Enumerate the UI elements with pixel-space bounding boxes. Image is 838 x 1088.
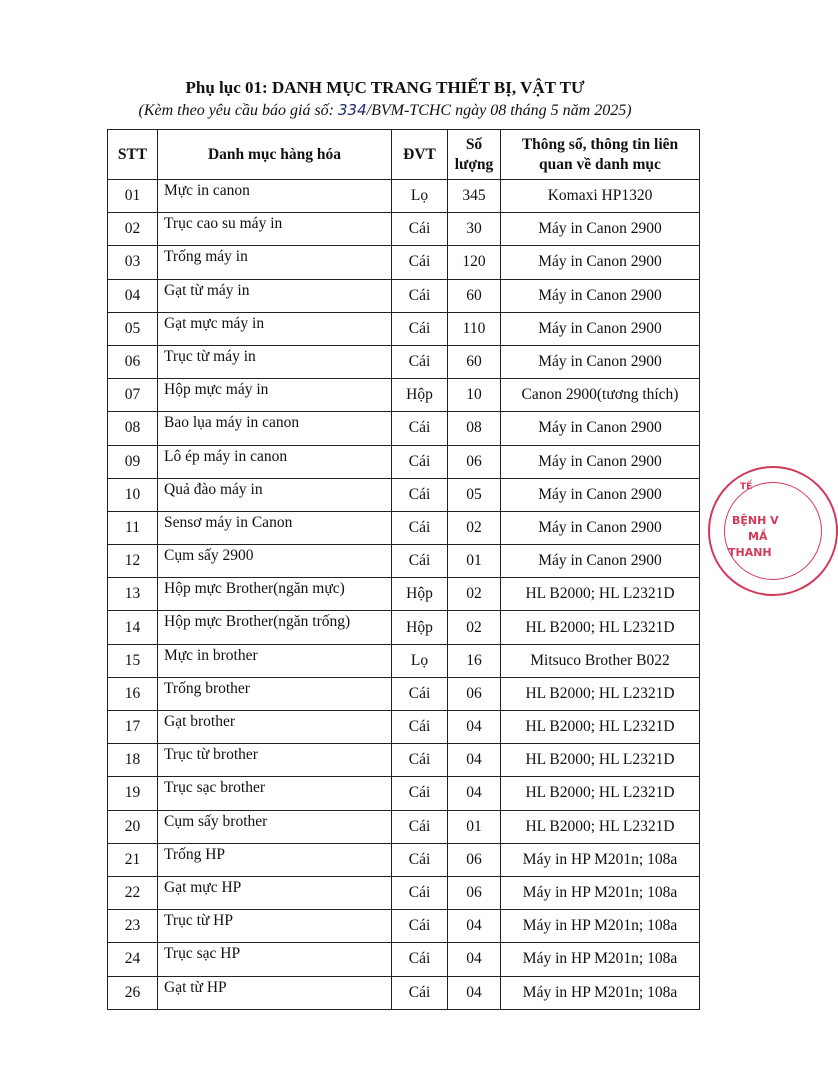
cell-unit: Cái xyxy=(392,412,448,445)
cell-name: Trục từ máy in xyxy=(158,345,392,378)
header-qty xyxy=(448,130,501,180)
cell-qty: 04 xyxy=(448,744,501,777)
table-row xyxy=(108,545,700,578)
cell-stt: 24 xyxy=(108,943,158,976)
cell-unit: Cái xyxy=(392,843,448,876)
cell-stt: 15 xyxy=(108,644,158,677)
cell-name: Trống HP xyxy=(158,843,392,876)
cell-qty: 06 xyxy=(448,445,501,478)
seal-line-1: BỆNH V xyxy=(732,514,779,527)
cell-qty: 120 xyxy=(448,246,501,279)
table-row xyxy=(108,976,700,1009)
header-qty-line1: Số xyxy=(465,135,483,153)
cell-qty: 30 xyxy=(448,213,501,246)
subtitle-suffix: /BVM-TCHC ngày 08 tháng 5 năm 2025) xyxy=(366,102,632,119)
cell-qty: 04 xyxy=(448,711,501,744)
table-row xyxy=(108,345,700,378)
cell-stt: 10 xyxy=(108,478,158,511)
cell-stt: 23 xyxy=(108,910,158,943)
cell-unit: Cái xyxy=(392,345,448,378)
table-row xyxy=(108,910,700,943)
cell-qty: 04 xyxy=(448,777,501,810)
cell-name: Trục sạc brother xyxy=(158,777,392,810)
cell-name: Trục từ brother xyxy=(158,744,392,777)
cell-stt: 16 xyxy=(108,677,158,710)
header-unit: ĐVT xyxy=(392,130,448,180)
cell-stt: 05 xyxy=(108,312,158,345)
cell-stt: 04 xyxy=(108,279,158,312)
cell-qty: 04 xyxy=(448,910,501,943)
cell-stt: 22 xyxy=(108,876,158,909)
table-row xyxy=(108,379,700,412)
cell-unit: Cái xyxy=(392,943,448,976)
cell-qty: 01 xyxy=(448,545,501,578)
cell-name: Hộp mực Brother(ngăn mực) xyxy=(158,578,392,611)
table-row xyxy=(108,876,700,909)
cell-name: Cụm sấy 2900 xyxy=(158,545,392,578)
cell-unit: Cái xyxy=(392,511,448,544)
cell-unit: Cái xyxy=(392,545,448,578)
cell-unit: Lọ xyxy=(392,180,448,213)
cell-spec: Komaxi HP1320 xyxy=(501,180,700,213)
cell-unit: Cái xyxy=(392,976,448,1009)
table-row xyxy=(108,213,700,246)
table-header-row xyxy=(108,130,700,180)
cell-stt: 02 xyxy=(108,213,158,246)
cell-qty: 08 xyxy=(448,412,501,445)
cell-name: Bao lụa máy in canon xyxy=(158,412,392,445)
cell-spec: Máy in HP M201n; 108a xyxy=(501,910,700,943)
table-row xyxy=(108,511,700,544)
cell-spec: Máy in HP M201n; 108a xyxy=(501,876,700,909)
table-row xyxy=(108,578,700,611)
table-row xyxy=(108,777,700,810)
cell-unit: Cái xyxy=(392,876,448,909)
cell-qty: 06 xyxy=(448,843,501,876)
seal-inner-ring xyxy=(724,482,822,580)
document-title: Phụ lục 01: DANH MỤC TRANG THIẾT BỊ, VẬT TƯ xyxy=(185,78,585,97)
cell-stt: 20 xyxy=(108,810,158,843)
cell-qty: 02 xyxy=(448,511,501,544)
table-row xyxy=(108,312,700,345)
table-row xyxy=(108,943,700,976)
cell-stt: 21 xyxy=(108,843,158,876)
cell-spec: Máy in Canon 2900 xyxy=(501,213,700,246)
cell-spec: Canon 2900(tương thích) xyxy=(501,379,700,412)
document-subtitle xyxy=(0,101,770,120)
table-row xyxy=(108,180,700,213)
header-spec xyxy=(501,130,700,180)
cell-stt: 17 xyxy=(108,711,158,744)
cell-qty: 345 xyxy=(448,180,501,213)
cell-spec: HL B2000; HL L2321D xyxy=(501,578,700,611)
table-row xyxy=(108,644,700,677)
cell-stt: 12 xyxy=(108,545,158,578)
cell-unit: Cái xyxy=(392,744,448,777)
cell-name: Trục từ HP xyxy=(158,910,392,943)
cell-name: Gạt từ HP xyxy=(158,976,392,1009)
cell-name: Trống brother xyxy=(158,677,392,710)
header-name: Danh mục hàng hóa xyxy=(158,130,392,180)
cell-stt: 19 xyxy=(108,777,158,810)
cell-name: Trục cao su máy in xyxy=(158,213,392,246)
cell-stt: 07 xyxy=(108,379,158,412)
cell-spec: Máy in Canon 2900 xyxy=(501,545,700,578)
cell-name: Mực in canon xyxy=(158,180,392,213)
table-row xyxy=(108,611,700,644)
cell-qty: 01 xyxy=(448,810,501,843)
cell-stt: 03 xyxy=(108,246,158,279)
cell-spec: HL B2000; HL L2321D xyxy=(501,677,700,710)
header-qty-line2: lượng xyxy=(454,155,494,173)
header-stt: STT xyxy=(108,130,158,180)
cell-qty: 60 xyxy=(448,345,501,378)
table-row xyxy=(108,677,700,710)
cell-name: Quả đào máy in xyxy=(158,478,392,511)
cell-unit: Cái xyxy=(392,478,448,511)
cell-stt: 08 xyxy=(108,412,158,445)
cell-unit: Hộp xyxy=(392,578,448,611)
cell-qty: 04 xyxy=(448,976,501,1009)
cell-unit: Hộp xyxy=(392,611,448,644)
table-row xyxy=(108,843,700,876)
cell-name: Gạt mực máy in xyxy=(158,312,392,345)
table-row xyxy=(108,744,700,777)
cell-name: Sensơ máy in Canon xyxy=(158,511,392,544)
cell-name: Gạt từ máy in xyxy=(158,279,392,312)
cell-qty: 04 xyxy=(448,943,501,976)
cell-spec: HL B2000; HL L2321D xyxy=(501,810,700,843)
cell-stt: 09 xyxy=(108,445,158,478)
header-spec-line1: Thông số, thông tin liên xyxy=(521,135,679,153)
cell-name: Hộp mực Brother(ngăn trống) xyxy=(158,611,392,644)
cell-qty: 06 xyxy=(448,876,501,909)
cell-qty: 110 xyxy=(448,312,501,345)
handwritten-number: 334 xyxy=(338,101,367,119)
seal-line-3: THANH xyxy=(728,546,772,559)
cell-spec: Máy in HP M201n; 108a xyxy=(501,843,700,876)
red-seal-stamp xyxy=(708,466,838,596)
cell-unit: Cái xyxy=(392,711,448,744)
cell-spec: Máy in HP M201n; 108a xyxy=(501,943,700,976)
cell-spec: HL B2000; HL L2321D xyxy=(501,744,700,777)
table-row xyxy=(108,810,700,843)
cell-name: Gạt mực HP xyxy=(158,876,392,909)
cell-qty: 05 xyxy=(448,478,501,511)
cell-unit: Cái xyxy=(392,910,448,943)
cell-stt: 18 xyxy=(108,744,158,777)
cell-spec: Máy in Canon 2900 xyxy=(501,511,700,544)
cell-qty: 06 xyxy=(448,677,501,710)
cell-stt: 13 xyxy=(108,578,158,611)
cell-name: Mực in brother xyxy=(158,644,392,677)
equipment-table xyxy=(107,129,700,1010)
cell-unit: Cái xyxy=(392,777,448,810)
cell-spec: HL B2000; HL L2321D xyxy=(501,611,700,644)
cell-unit: Cái xyxy=(392,677,448,710)
seal-line-2: MẮ xyxy=(748,530,768,543)
cell-spec: Máy in Canon 2900 xyxy=(501,445,700,478)
table-row xyxy=(108,412,700,445)
cell-spec: Máy in HP M201n; 108a xyxy=(501,976,700,1009)
cell-stt: 01 xyxy=(108,180,158,213)
cell-unit: Cái xyxy=(392,445,448,478)
cell-name: Cụm sấy brother xyxy=(158,810,392,843)
cell-unit: Lọ xyxy=(392,644,448,677)
seal-top-letter: TẾ xyxy=(740,482,753,492)
cell-name: Trống máy in xyxy=(158,246,392,279)
cell-unit: Cái xyxy=(392,213,448,246)
cell-unit: Cái xyxy=(392,246,448,279)
cell-qty: 02 xyxy=(448,611,501,644)
header-spec-line2: quan về danh mục xyxy=(539,155,661,173)
cell-unit: Cái xyxy=(392,312,448,345)
cell-spec: Máy in Canon 2900 xyxy=(501,412,700,445)
cell-spec: Máy in Canon 2900 xyxy=(501,312,700,345)
cell-stt: 14 xyxy=(108,611,158,644)
cell-name: Trục sạc HP xyxy=(158,943,392,976)
cell-qty: 60 xyxy=(448,279,501,312)
cell-unit: Hộp xyxy=(392,379,448,412)
cell-spec: Máy in Canon 2900 xyxy=(501,246,700,279)
cell-spec: HL B2000; HL L2321D xyxy=(501,777,700,810)
cell-name: Lô ép máy in canon xyxy=(158,445,392,478)
cell-qty: 10 xyxy=(448,379,501,412)
cell-qty: 02 xyxy=(448,578,501,611)
cell-stt: 11 xyxy=(108,511,158,544)
table-row xyxy=(108,711,700,744)
cell-stt: 06 xyxy=(108,345,158,378)
cell-name: Gạt brother xyxy=(158,711,392,744)
cell-spec: Mitsuco Brother B022 xyxy=(501,644,700,677)
table-row xyxy=(108,246,700,279)
cell-unit: Cái xyxy=(392,810,448,843)
table-row xyxy=(108,279,700,312)
cell-spec: Máy in Canon 2900 xyxy=(501,345,700,378)
subtitle-prefix: (Kèm theo yêu cầu báo giá số: xyxy=(138,102,338,119)
table-row xyxy=(108,478,700,511)
cell-spec: HL B2000; HL L2321D xyxy=(501,711,700,744)
table-row xyxy=(108,445,700,478)
cell-qty: 16 xyxy=(448,644,501,677)
cell-spec: Máy in Canon 2900 xyxy=(501,478,700,511)
cell-unit: Cái xyxy=(392,279,448,312)
cell-name: Hộp mực máy in xyxy=(158,379,392,412)
cell-stt: 26 xyxy=(108,976,158,1009)
cell-spec: Máy in Canon 2900 xyxy=(501,279,700,312)
